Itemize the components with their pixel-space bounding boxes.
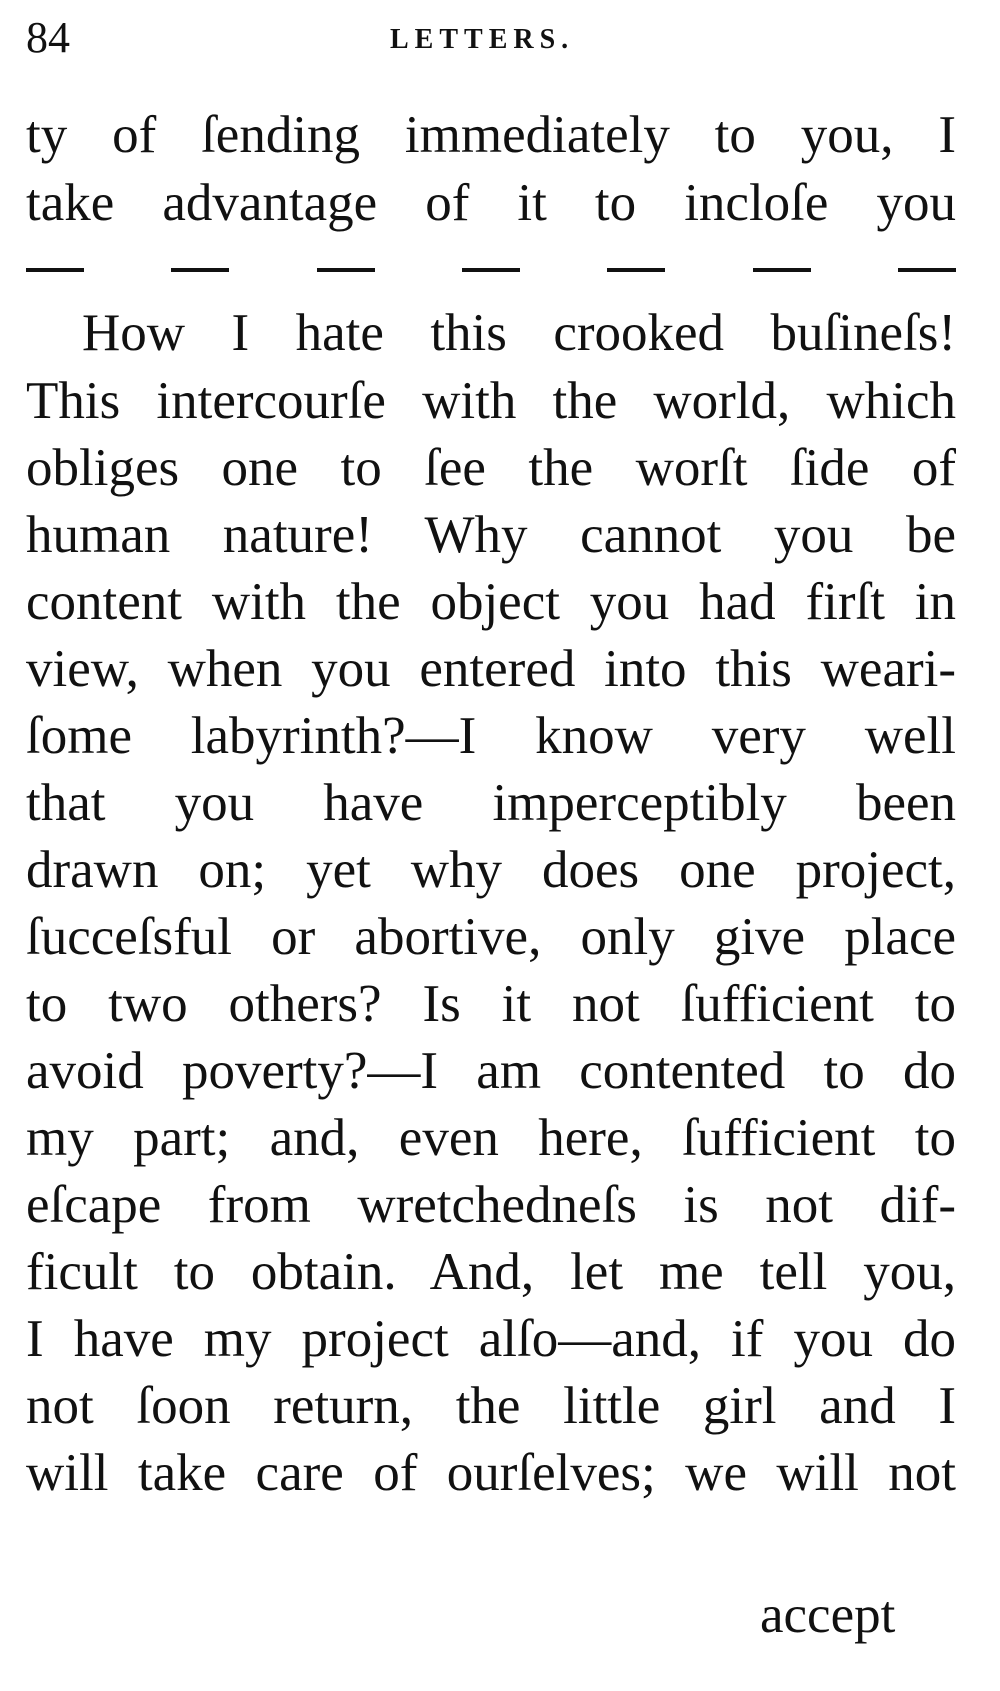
separator-dash [898, 268, 956, 272]
text-line: drawn on; yet why does one project, [26, 841, 956, 899]
text-line: How I hate this crooked buſineſs! [82, 304, 956, 362]
separator-dash [607, 268, 665, 272]
separator-dash [26, 268, 84, 272]
text-line: human nature! Why cannot you be [26, 506, 956, 564]
separator-dash [462, 268, 520, 272]
text-line: ficult to obtain. And, let me tell you, [26, 1243, 956, 1301]
text-line: my part; and, even here, ſufficient to [26, 1109, 956, 1167]
text-line: content with the object you had firſt in [26, 573, 956, 631]
text-line: This intercourſe with the world, which [26, 372, 956, 430]
catchword: accept [760, 1586, 896, 1644]
text-line: ſucceſsful or abortive, only give place [26, 908, 956, 966]
text-line: ſome labyrinth?—I know very well [26, 707, 956, 765]
running-head: LETTERS. [390, 24, 575, 55]
text-line: take advantage of it to incloſe you [26, 174, 956, 232]
text-line: that you have imperceptibly been [26, 774, 956, 832]
separator-dash [317, 268, 375, 272]
text-line: view, when you entered into this weari- [26, 640, 956, 698]
text-line: to two others? Is it not ſufficient to [26, 975, 956, 1033]
text-line: not ſoon return, the little girl and I [26, 1377, 956, 1435]
separator-dash [171, 268, 229, 272]
page-number: 84 [26, 13, 70, 62]
text-line: obliges one to ſee the worſt ſide of [26, 439, 956, 497]
separator-dashes [26, 255, 956, 285]
text-line: ty of ſending immediately to you, I [26, 106, 956, 164]
text-line: avoid poverty?—I am contented to do [26, 1042, 956, 1100]
text-line: I have my project alſo—and, if you do [26, 1310, 956, 1368]
page-header [0, 0, 1000, 90]
text-line: will take care of ourſelves; we will not [26, 1444, 956, 1502]
text-line: eſcape from wretchedneſs is not dif- [26, 1176, 956, 1234]
separator-dash [753, 268, 811, 272]
